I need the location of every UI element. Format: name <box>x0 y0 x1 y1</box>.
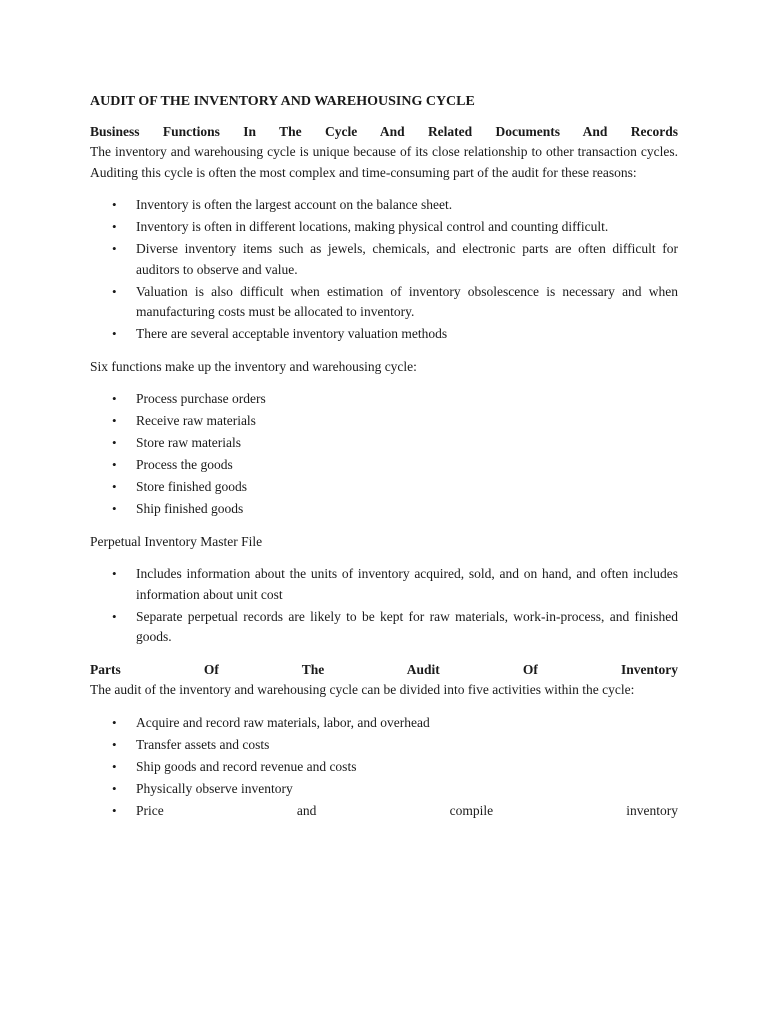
functions-intro: Six functions make up the inventory and warehousing cycle: <box>90 358 417 374</box>
list-item: • Includes information about the units of inventory acquired, sold, and on hand, and often includes information about unit cost <box>90 564 678 605</box>
list-item: • Ship finished goods <box>90 499 678 520</box>
list-item: • Transfer assets and costs <box>90 735 678 756</box>
activities-intro: The audit of the inventory and warehousing cycle can be divided into five activities within the cycle: <box>90 682 635 697</box>
intro-text-end: cycles. <box>640 144 679 159</box>
activities-list <box>90 713 678 822</box>
document-body <box>90 92 678 833</box>
list-item: • Process the goods <box>90 455 678 476</box>
intro-text: The inventory and warehousing cycle is unique because of its close relationship to other transaction <box>90 144 637 159</box>
functions-list <box>90 389 678 520</box>
list-item: • Valuation is also difficult when estimation of inventory obsolescence is necessary and when manufacturing costs must be allocated to inventory. <box>90 282 678 323</box>
list-item: • Price and compile inventory <box>90 801 678 822</box>
list-item: • Ship goods and record revenue and costs <box>90 757 678 778</box>
list-item: • Acquire and record raw materials, labor, and overhead <box>90 713 678 734</box>
reasons-list <box>90 195 678 345</box>
list-item: • Separate perpetual records are likely to be kept for raw materials, work-in-process, and finished goods. <box>90 607 678 648</box>
list-item: • There are several acceptable inventory valuation methods <box>90 324 678 345</box>
list-item: • Physically observe inventory <box>90 779 678 800</box>
intro-paragraph-line <box>90 142 678 163</box>
section-heading-business-functions: Business Functions In The Cycle And Related Documents And Records <box>90 123 678 139</box>
list-item: • Store finished goods <box>90 477 678 498</box>
list-item: • Store raw materials <box>90 433 678 454</box>
list-item: • Inventory is often in different locations, making physical control and counting difficult. <box>90 217 678 238</box>
list-item: • Diverse inventory items such as jewels, chemicals, and electronic parts are often difficult for auditors to observe and value. <box>90 239 678 280</box>
list-item: • Inventory is often the largest account on the balance sheet. <box>90 195 678 216</box>
reasons-paragraph: Auditing this cycle is often the most complex and time-consuming part of the audit for these reasons: <box>90 164 637 180</box>
document-title: AUDIT OF THE INVENTORY AND WAREHOUSING CYCLE <box>90 94 475 109</box>
list-item: • Receive raw materials <box>90 411 678 432</box>
master-file-list <box>90 564 678 648</box>
section-heading-parts-of-audit: Parts Of The Audit Of Inventory <box>90 661 678 677</box>
list-item: • Process purchase orders <box>90 389 678 410</box>
master-file-heading: Perpetual Inventory Master File <box>90 533 263 549</box>
